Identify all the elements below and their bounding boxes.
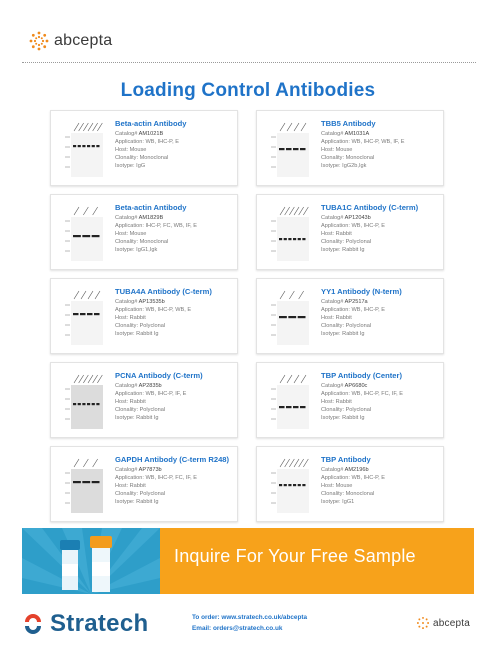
field-value: AP7873b [138, 467, 162, 473]
field-label: Isotype: [321, 163, 341, 169]
western-blot-image [267, 455, 311, 515]
field-label: Host: [115, 315, 129, 321]
product-name[interactable]: TUBA1C Antibody (C-term) [321, 203, 419, 212]
product-name[interactable]: Beta-actin Antibody [115, 119, 187, 128]
field-label: Application: [115, 475, 144, 481]
product-card[interactable] [256, 278, 444, 354]
product-card[interactable] [256, 362, 444, 438]
product-catalog-row [321, 214, 441, 222]
field-label: Clonality: [115, 323, 139, 329]
product-catalog-row [115, 298, 235, 306]
product-info [321, 371, 441, 422]
field-value: AM1829B [138, 215, 164, 221]
field-label: Host: [115, 231, 129, 237]
field-value: AP12043b [344, 215, 371, 221]
field-label: Clonality: [321, 155, 345, 161]
field-label: Host: [321, 315, 335, 321]
product-catalog-row [321, 466, 441, 474]
product-isotype-row [321, 414, 441, 422]
product-isotype-row [115, 330, 235, 338]
product-application-row [321, 138, 441, 146]
product-info [115, 287, 235, 338]
product-application-row [115, 474, 235, 482]
field-value: IgG1 [342, 499, 355, 505]
product-card[interactable] [50, 362, 238, 438]
product-name[interactable]: Beta-actin Antibody [115, 203, 187, 212]
email-link[interactable]: Email: orders@stratech.co.uk [192, 625, 283, 632]
field-value: Rabbit [335, 315, 352, 321]
field-label: Catalog# [115, 467, 138, 473]
product-isotype-row [115, 498, 235, 506]
field-value: AM1021B [138, 131, 164, 137]
field-label: Isotype: [321, 415, 341, 421]
field-label: Application: [115, 223, 144, 229]
product-isotype-row [321, 246, 441, 254]
field-label: Isotype: [115, 247, 135, 253]
abcepta-logo-icon [416, 616, 430, 630]
product-card[interactable] [256, 446, 444, 522]
field-value: Polyclonal [139, 323, 166, 329]
product-host-row [115, 398, 235, 406]
field-value: IHC-P, FC, WB, IF, E [145, 223, 197, 229]
abcepta-logo[interactable] [28, 30, 112, 52]
product-host-row [321, 314, 441, 322]
field-value: Monoclonal [345, 155, 375, 161]
product-catalog-row [115, 130, 235, 138]
field-value: Polyclonal [345, 239, 372, 245]
field-label: Host: [321, 483, 335, 489]
product-clonality-row [321, 322, 441, 330]
product-card[interactable] [256, 110, 444, 186]
field-value: WB, IHC-P, E [351, 307, 385, 313]
field-label: Application: [321, 307, 350, 313]
footer [22, 608, 474, 642]
field-value: Rabbit Ig [342, 331, 365, 337]
field-value: Rabbit Ig [342, 415, 365, 421]
page-title: Loading Control Antibodies [120, 80, 376, 101]
product-host-row [115, 482, 235, 490]
field-value: Rabbit [335, 231, 352, 237]
field-label: Application: [115, 391, 144, 397]
product-clonality-row [115, 322, 235, 330]
field-value: WB, IHC-P, E [351, 223, 385, 229]
field-label: Catalog# [115, 299, 138, 305]
product-application-row [115, 390, 235, 398]
vials-illustration [22, 528, 160, 594]
field-label: Catalog# [321, 131, 344, 137]
field-value: WB, IHC-P, WB, IF, E [351, 139, 405, 145]
product-clonality-row [115, 154, 235, 162]
field-value: Polyclonal [139, 407, 166, 413]
field-value: Monoclonal [345, 491, 375, 497]
field-value: WB, IHC-P, IF, E [145, 391, 187, 397]
field-label: Clonality: [321, 407, 345, 413]
product-application-row [115, 306, 235, 314]
field-value: WB, IHC-P, E [351, 475, 385, 481]
field-value: IgG2b,Igk [342, 163, 367, 169]
field-value: Rabbit [129, 399, 146, 405]
product-isotype-row [321, 498, 441, 506]
field-label: Host: [115, 399, 129, 405]
field-label: Application: [321, 475, 350, 481]
field-label: Clonality: [115, 155, 139, 161]
field-value: AP2517a [344, 299, 368, 305]
western-blot-image [61, 203, 105, 263]
field-value: Monoclonal [139, 239, 169, 245]
field-label: Isotype: [115, 163, 135, 169]
banner-image-panel [22, 528, 160, 594]
product-host-row [321, 230, 441, 238]
product-name[interactable]: PCNA Antibody (C-term) [115, 371, 203, 380]
field-label: Clonality: [115, 491, 139, 497]
field-label: Host: [115, 147, 129, 153]
western-blot-image [267, 203, 311, 263]
product-host-row [321, 482, 441, 490]
field-label: Isotype: [321, 331, 341, 337]
product-clonality-row [115, 238, 235, 246]
product-name[interactable]: YY1 Antibody (N-term) [321, 287, 402, 296]
field-value: Rabbit Ig [136, 499, 159, 505]
stratech-name: Stratech [50, 610, 149, 637]
field-value: Rabbit [335, 399, 352, 405]
field-label: Application: [321, 223, 350, 229]
product-application-row [321, 222, 441, 230]
product-host-row [115, 230, 235, 238]
field-label: Isotype: [321, 247, 341, 253]
product-isotype-row [321, 330, 441, 338]
product-card[interactable] [256, 194, 444, 270]
product-clonality-row [321, 406, 441, 414]
product-isotype-row [115, 162, 235, 170]
stratech-logo-icon [22, 613, 44, 635]
field-value: Rabbit [129, 315, 146, 321]
stratech-logo[interactable] [22, 610, 148, 638]
field-value: WB, IHC-P, WB, E [145, 307, 192, 313]
field-value: Polyclonal [139, 491, 166, 497]
western-blot-image [267, 287, 311, 347]
western-blot-image [61, 119, 105, 179]
product-card[interactable] [50, 278, 238, 354]
field-value: AP13535b [138, 299, 165, 305]
free-sample-banner[interactable] [22, 528, 474, 594]
western-blot-image [267, 371, 311, 431]
field-label: Catalog# [321, 383, 344, 389]
field-label: Catalog# [321, 467, 344, 473]
field-label: Application: [321, 391, 350, 397]
field-label: Isotype: [321, 499, 341, 505]
field-label: Host: [321, 231, 335, 237]
field-label: Host: [321, 399, 335, 405]
product-info [115, 455, 235, 506]
product-host-row [115, 146, 235, 154]
field-label: Clonality: [321, 323, 345, 329]
field-label: Clonality: [321, 239, 345, 245]
product-host-row [321, 398, 441, 406]
field-label: Clonality: [115, 407, 139, 413]
product-card[interactable] [50, 110, 238, 186]
field-label: Catalog# [115, 215, 138, 221]
field-label: Catalog# [321, 299, 344, 305]
product-info [115, 371, 235, 422]
field-value: IgG1,Igk [136, 247, 158, 253]
field-value: WB, IHC-P, FC, IF, E [145, 475, 197, 481]
product-clonality-row [321, 238, 441, 246]
field-label: Host: [115, 483, 129, 489]
field-value: Polyclonal [345, 323, 372, 329]
field-value: Mouse [335, 147, 353, 153]
field-value: Rabbit Ig [136, 415, 159, 421]
product-clonality-row [115, 406, 235, 414]
field-value: AP6680c [344, 383, 368, 389]
brand-name: abcepta [54, 32, 113, 49]
field-value: Mouse [129, 147, 147, 153]
product-clonality-row [321, 490, 441, 498]
product-card[interactable] [50, 194, 238, 270]
product-info [115, 203, 235, 254]
field-value: Rabbit Ig [136, 331, 159, 337]
banner-headline: Inquire For Your Free Sample [174, 546, 416, 566]
product-name[interactable]: GAPDH Antibody (C-term R248) [115, 455, 230, 464]
field-label: Application: [115, 139, 144, 145]
product-catalog-row [115, 214, 235, 222]
product-application-row [115, 222, 235, 230]
field-value: Mouse [335, 483, 353, 489]
product-clonality-row [321, 154, 441, 162]
product-isotype-row [115, 246, 235, 254]
field-value: Rabbit [129, 483, 146, 489]
product-application-row [321, 306, 441, 314]
western-blot-image [61, 455, 105, 515]
field-label: Isotype: [115, 415, 135, 421]
footer-partner-name: abcepta [433, 617, 470, 629]
product-isotype-row [115, 414, 235, 422]
product-info [321, 119, 441, 170]
field-label: Host: [321, 147, 335, 153]
field-label: Application: [115, 307, 144, 313]
western-blot-image [267, 119, 311, 179]
field-label: Catalog# [115, 383, 138, 389]
western-blot-image [61, 371, 105, 431]
product-catalog-row [321, 382, 441, 390]
product-application-row [321, 474, 441, 482]
product-application-row [115, 138, 235, 146]
header-divider [22, 62, 476, 63]
product-application-row [321, 390, 441, 398]
product-catalog-row [115, 382, 235, 390]
contact-info [192, 612, 307, 634]
field-label: Catalog# [321, 215, 344, 221]
field-value: Polyclonal [345, 407, 372, 413]
field-label: Application: [321, 139, 350, 145]
product-catalog-row [321, 130, 441, 138]
product-isotype-row [321, 162, 441, 170]
field-value: WB, IHC-P, FC, IF, E [351, 391, 403, 397]
product-host-row [321, 146, 441, 154]
field-label: Isotype: [115, 499, 135, 505]
product-info [321, 287, 441, 338]
field-value: WB, IHC-P, E [145, 139, 179, 145]
product-name[interactable]: TBB5 Antibody [321, 119, 376, 128]
field-value: Monoclonal [139, 155, 169, 161]
product-name[interactable]: TBP Antibody (Center) [321, 371, 402, 380]
header [22, 26, 476, 66]
field-value: Mouse [129, 231, 147, 237]
product-info [321, 203, 441, 254]
footer-abcepta-logo[interactable] [416, 616, 470, 630]
product-name[interactable]: TBP Antibody [321, 455, 371, 464]
field-label: Catalog# [115, 131, 138, 137]
western-blot-image [61, 287, 105, 347]
product-catalog-row [321, 298, 441, 306]
field-value: Rabbit Ig [342, 247, 365, 253]
product-clonality-row [115, 490, 235, 498]
field-value: AM2196b [344, 467, 369, 473]
field-value: AM1031A [344, 131, 370, 137]
product-catalog-row [115, 466, 235, 474]
field-label: Isotype: [115, 331, 135, 337]
product-card[interactable] [50, 446, 238, 522]
product-host-row [115, 314, 235, 322]
field-label: Clonality: [321, 491, 345, 497]
product-name[interactable]: TUBA4A Antibody (C-term) [115, 287, 212, 296]
field-value: IgG [136, 163, 146, 169]
field-value: AP2835b [138, 383, 162, 389]
order-link[interactable]: To order: www.stratech.co.uk/abcepta [192, 614, 308, 621]
abcepta-logo-icon [28, 30, 50, 52]
field-label: Clonality: [115, 239, 139, 245]
product-info [115, 119, 235, 170]
product-info [321, 455, 441, 506]
